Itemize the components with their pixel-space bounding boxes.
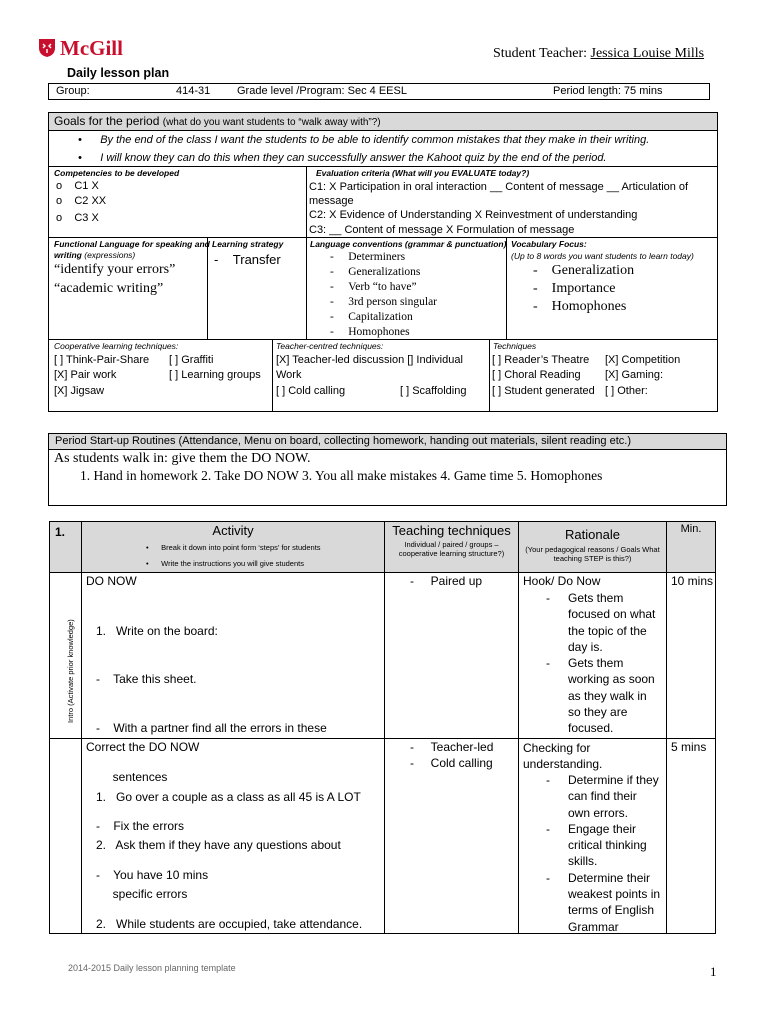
row-technique: - Paired up xyxy=(410,574,483,588)
student-teacher-label: Student Teacher: xyxy=(493,46,588,61)
learning-strategy-title: Learning strategy xyxy=(212,239,284,249)
col-rationale-header: Rationale (Your pedagogical reasons / Goals What teaching STEP is this?) xyxy=(525,527,660,563)
cooperative-item: [X] Pair work xyxy=(54,369,117,381)
teacher-centred-item: Work xyxy=(276,369,302,381)
divider xyxy=(48,237,718,238)
row-minutes: 5 mins xyxy=(671,740,707,754)
vocabulary-note: (Up to 8 words you want students to learn today) xyxy=(511,251,694,261)
competency-c2: o C2 XX xyxy=(56,195,107,207)
divider xyxy=(48,339,718,340)
startup-line-1: As students walk in: give them the DO NOW. xyxy=(54,451,311,466)
technique-item: [X] Competition xyxy=(605,354,681,366)
technique-item: [ ] Other: xyxy=(605,385,648,397)
evaluation-line: message xyxy=(309,195,354,207)
startup-line-2: 1. Hand in homework 2. Take DO NOW 3. You all make mistakes 4. Game time 5. Homophones xyxy=(80,468,603,483)
col-activity-header: Activity xyxy=(212,523,254,538)
convention-item: - Generalizations xyxy=(330,266,421,278)
vocabulary-title: Vocabulary Focus: xyxy=(511,239,587,249)
row-rationale-items: - Gets them focused on what the topic of the day is. - Gets them working as soon as they walk in so they are focused. xyxy=(546,591,656,736)
evaluation-title: Evaluation criteria (What will you EVALUATE today?) xyxy=(316,168,530,178)
learning-strategy-item: - Transfer xyxy=(214,252,281,267)
group-label: Group: xyxy=(56,85,90,97)
period-length: Period length: 75 mins xyxy=(553,85,663,97)
divider xyxy=(272,339,273,412)
cooperative-item: [ ] Learning groups xyxy=(169,369,261,381)
divider xyxy=(306,166,307,237)
divider xyxy=(306,237,307,339)
doc-title: Daily lesson plan xyxy=(67,66,170,80)
row-title: DO NOW xyxy=(86,574,137,588)
row-steps: 1. Go over a couple as a class as all 45 is A LOT 2. Ask them if they have any questions about specific errors xyxy=(96,789,361,902)
competency-c1: o C1 X xyxy=(56,180,99,192)
technique-item: [ ] Choral Reading xyxy=(492,369,581,381)
convention-item: - Homophones xyxy=(330,326,410,338)
divider xyxy=(489,339,490,412)
startup-title: Period Start-up Routines (Attendance, Menu on board, collecting homework, handing out materials, silent reading etc.) xyxy=(55,435,631,447)
activity-note: • Write the instructions you will give students xyxy=(146,559,304,568)
evaluation-line: C1: X Participation in oral interaction __ Content of message __ Articulation of xyxy=(309,181,689,193)
activity-note: • Break it down into point form ‘steps’ for students xyxy=(146,543,321,552)
row-rationale-title: Hook/ Do Now xyxy=(523,574,601,588)
group-value: 414-31 xyxy=(176,85,211,97)
logo-text: McGill xyxy=(60,36,123,60)
col-techniques-header: Teaching techniques Individual / paired / groups – cooperative learning structure?) xyxy=(392,523,511,558)
functional-language-title-2: writing (expressions) xyxy=(54,250,136,260)
cooperative-item: [ ] Graffiti xyxy=(169,354,214,366)
teacher-centred-item: [X] Teacher-led discussion [] Individual xyxy=(276,354,463,366)
row-rationale-items: - Determine if they can find their own errors. - Engage their critical thinking skills. - Determine their weakest points in terms of English Grammar xyxy=(546,773,661,934)
convention-item: - Capitalization xyxy=(330,311,413,323)
student-teacher-name: Jessica Louise Mills xyxy=(590,46,705,61)
cooperative-item: [X] Jigsaw xyxy=(54,385,105,397)
divider xyxy=(48,449,727,450)
teacher-centred-item: [ ] Scaffolding xyxy=(400,385,467,397)
col-min-header: Min. xyxy=(680,523,702,535)
row-title: Correct the DO NOW xyxy=(86,740,200,754)
cooperative-title: Cooperative learning techniques: xyxy=(54,341,179,351)
technique-item: [ ] Reader’s Theatre xyxy=(492,354,590,366)
teacher-centred-item: [ ] Cold calling xyxy=(276,385,346,397)
goal-bullet-2: • I will know they can do this when they can successfully answer the Kahoot quiz by the end of the period. xyxy=(78,152,607,164)
crest-icon xyxy=(38,38,56,58)
evaluation-line: C3: __ Content of message X Formulation of message xyxy=(309,224,575,236)
row-rationale-title: Checking for understanding. xyxy=(523,741,603,772)
row-technique: - Teacher-led xyxy=(410,740,494,754)
vocabulary-item: - Homophones xyxy=(533,299,627,314)
footer-template: 2014-2015 Daily lesson planning template xyxy=(68,963,236,973)
goal-bullet-1: • By the end of the class I want the students to be able to identify common mistakes that they make in their writing. xyxy=(78,134,650,146)
language-conventions-title: Language conventions (grammar & punctuation) xyxy=(310,239,507,249)
divider xyxy=(48,166,718,167)
activity-number: 1. xyxy=(55,525,66,539)
technique-item: [X] Gaming: xyxy=(605,369,664,381)
divider xyxy=(48,130,718,131)
row-minutes: 10 mins xyxy=(671,574,714,588)
row-technique: - Cold calling xyxy=(410,756,493,770)
functional-expression: “academic writing” xyxy=(54,281,164,296)
competencies-title: Competencies to be developed xyxy=(54,168,180,178)
convention-item: - Verb “to have” xyxy=(330,281,417,293)
vocabulary-item: - Importance xyxy=(533,281,616,296)
divider xyxy=(384,521,385,934)
page-number: 1 xyxy=(710,964,717,979)
divider xyxy=(506,237,507,339)
techniques-title: Techniques xyxy=(493,341,537,351)
divider xyxy=(49,572,716,573)
convention-item: - 3rd person singular xyxy=(330,296,438,308)
evaluation-line: C2: X Evidence of Understanding X Reinvestment of understanding xyxy=(309,209,638,221)
divider xyxy=(207,237,208,339)
vocabulary-item: - Generalization xyxy=(533,263,635,278)
intro-side-label: Intro (Activate prior knowledge) xyxy=(66,619,75,723)
teacher-centred-title: Teacher-centred techniques: xyxy=(276,341,384,351)
goals-title: Goals for the period (what do you want students to “walk away with”?) xyxy=(54,114,381,128)
technique-item: [ ] Student generated xyxy=(492,385,595,397)
grade-level: Grade level /Program: Sec 4 EESL xyxy=(237,85,407,97)
functional-expression: “identify your errors” xyxy=(54,262,176,277)
divider xyxy=(81,521,82,934)
functional-language-title: Functional Language for speaking and xyxy=(54,239,210,249)
cooperative-item: [ ] Think-Pair-Share xyxy=(54,354,150,366)
divider xyxy=(666,521,667,934)
student-teacher xyxy=(493,46,704,62)
competency-c3: o C3 X xyxy=(56,212,99,224)
convention-item: - Determiners xyxy=(330,251,406,263)
divider xyxy=(518,521,519,934)
row-steps: 1. Write on the board: - Take this sheet. - With a partner find all the errors in these sentences - Fix the errors - You have 10 mins 2. While students are occupied, take attendance. xyxy=(96,623,363,931)
